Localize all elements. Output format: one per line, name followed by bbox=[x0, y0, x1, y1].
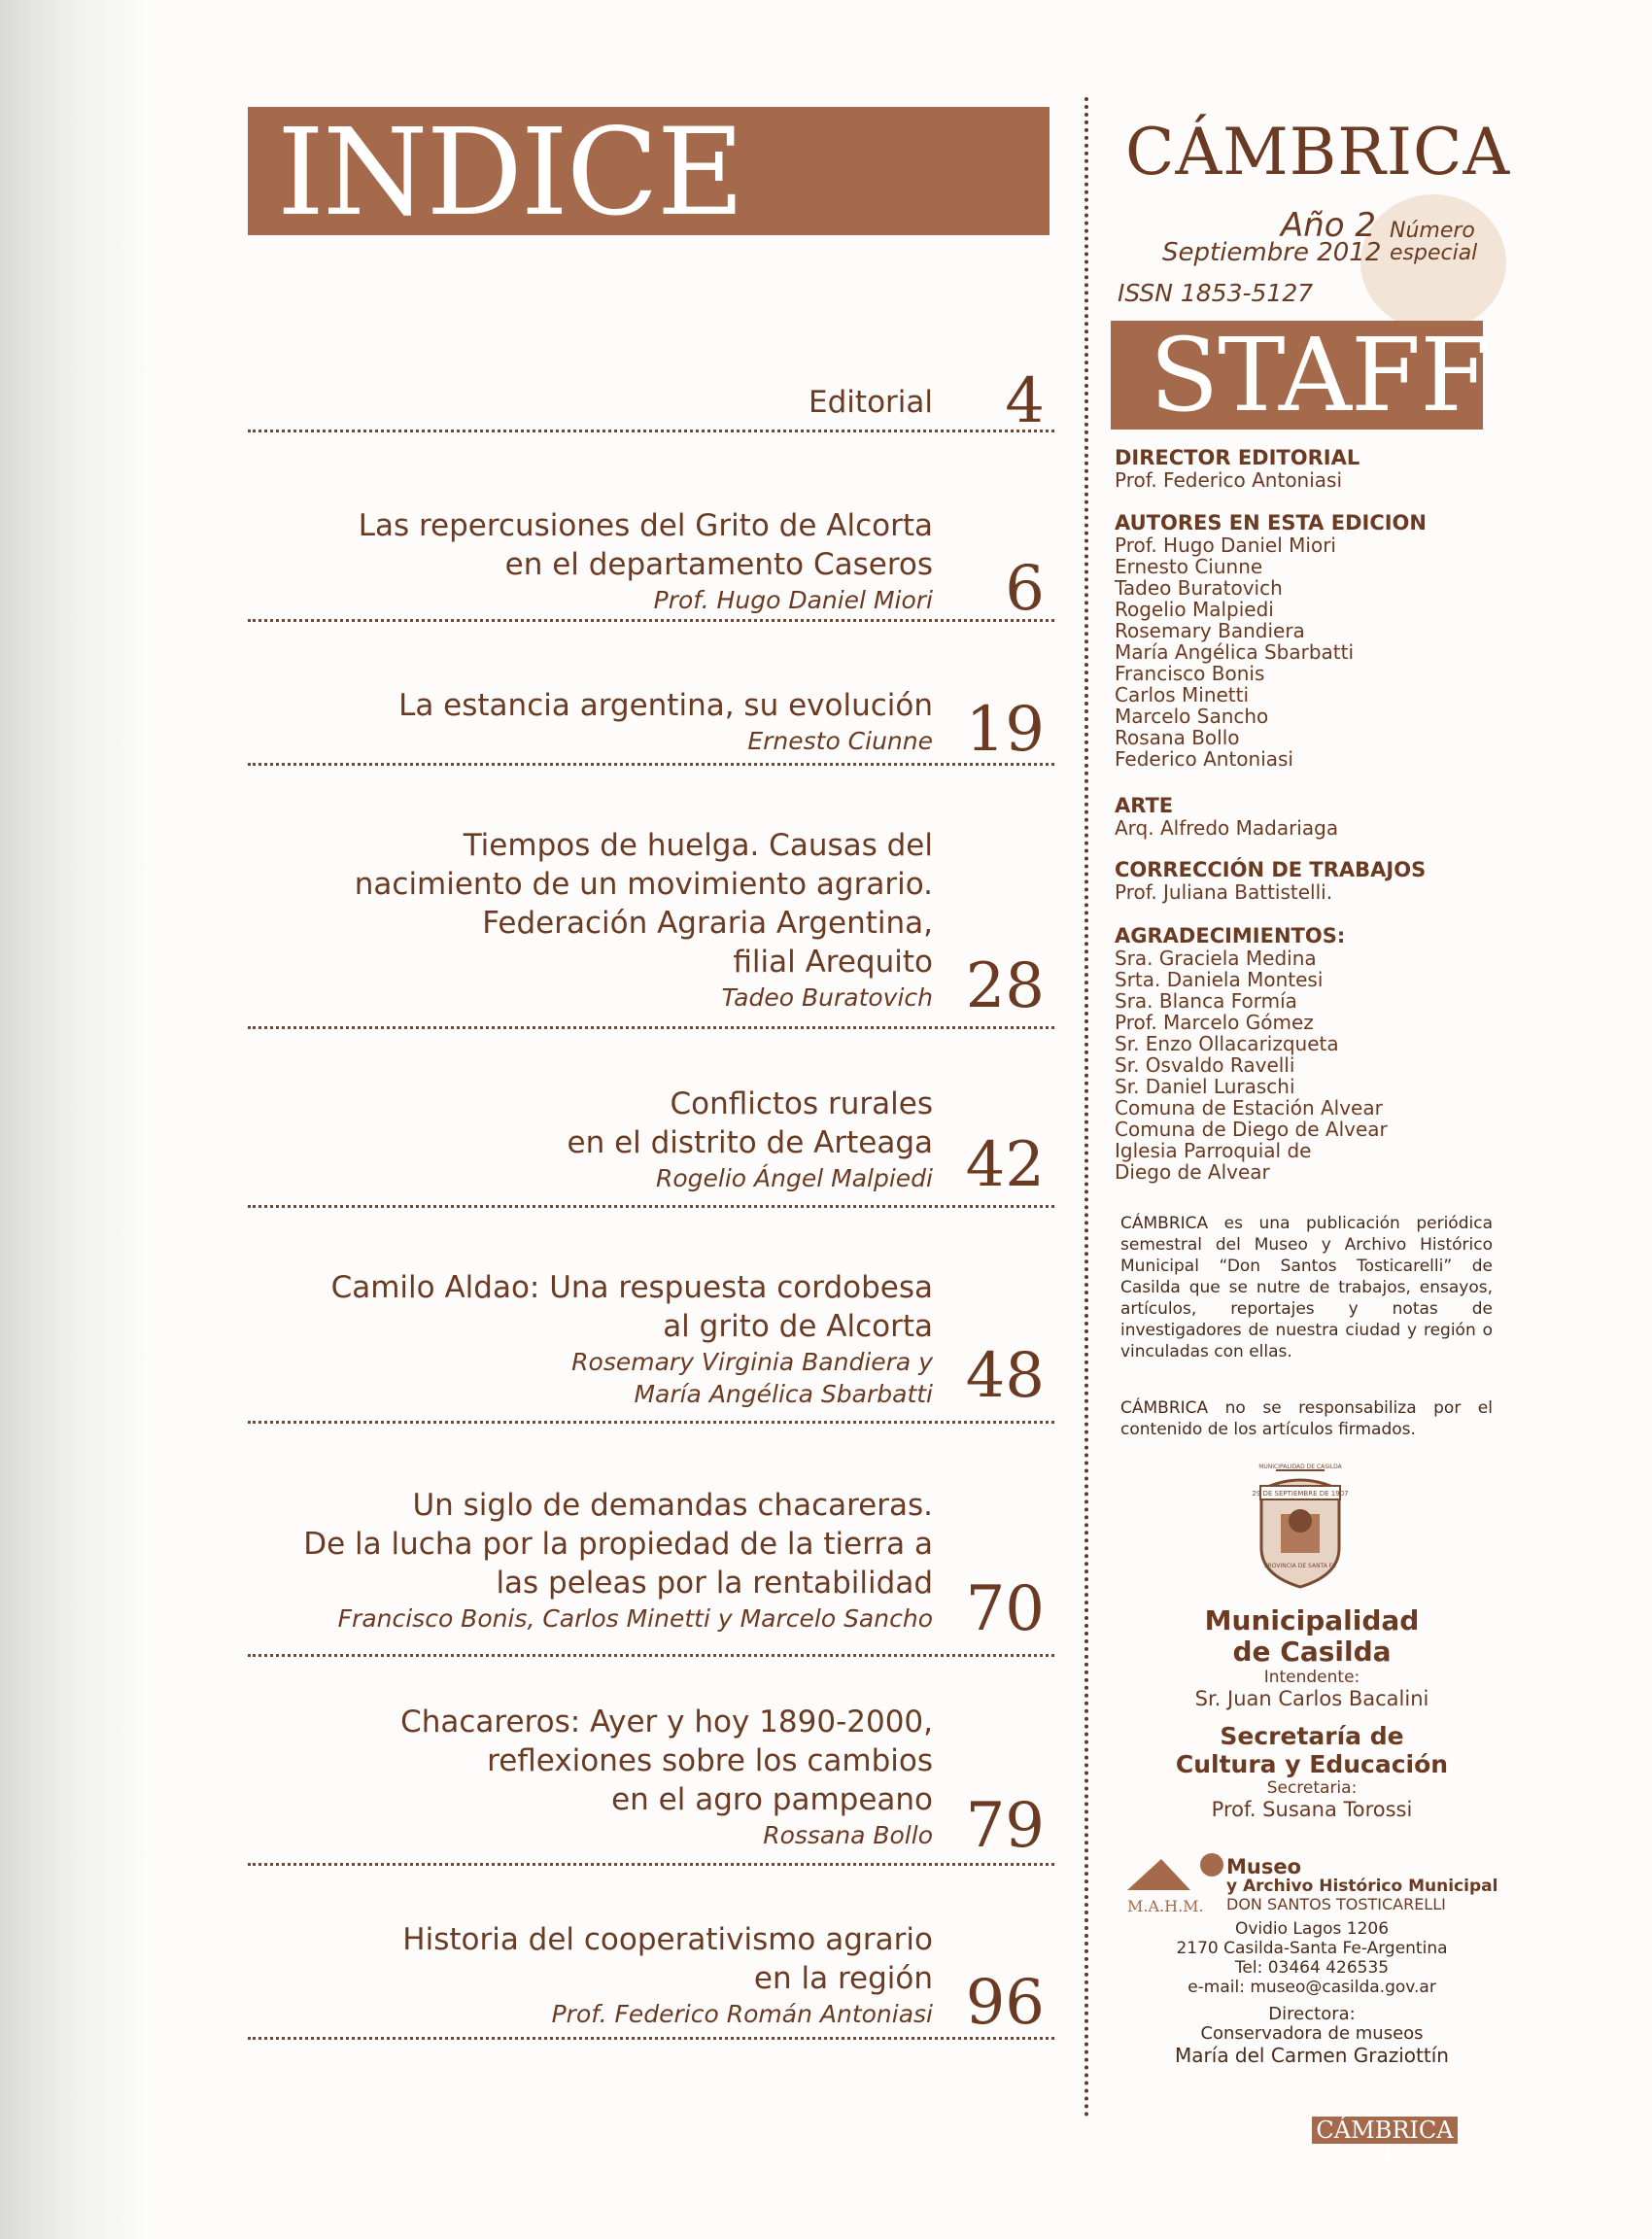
museum-line: y Archivo Histórico Municipal bbox=[1226, 1877, 1498, 1896]
entry-title: La estancia argentina, su evolución bbox=[398, 688, 933, 723]
staff-name: Prof. Juliana Battistelli. bbox=[1115, 880, 1333, 904]
staff-section-heading: ARTE bbox=[1115, 794, 1174, 817]
staff-name: Comuna de Estación Alvear bbox=[1115, 1096, 1383, 1120]
entry-title: Chacareros: Ayer y hoy 1890-2000, bbox=[400, 1705, 933, 1740]
dotted-rule bbox=[248, 763, 1054, 766]
entry-title: filial Arequito bbox=[733, 945, 933, 980]
staff-name: Sra. Blanca Formía bbox=[1115, 989, 1297, 1013]
staff-name: María Angélica Sbarbatti bbox=[1115, 640, 1355, 664]
magazine-year: Año 2 bbox=[1281, 206, 1377, 245]
entry-title: Editorial bbox=[809, 385, 933, 420]
staff-name: Tadeo Buratovich bbox=[1115, 576, 1283, 600]
entry-author: Tadeo Buratovich bbox=[721, 983, 933, 1012]
staff-section-heading: CORRECCIÓN DE TRABAJOS bbox=[1115, 858, 1427, 881]
entry-title: reflexiones sobre los cambios bbox=[487, 1743, 933, 1778]
index-heading: INDICE bbox=[277, 103, 743, 243]
staff-name: Rosana Bollo bbox=[1115, 726, 1240, 749]
special-issue-label bbox=[1390, 220, 1477, 264]
page-footer-tag: CÁMBRICA 3 bbox=[1312, 2117, 1458, 2144]
dotted-rule bbox=[248, 1205, 1054, 1208]
about-paragraph: CÁMBRICA es una publicación periódica semestral del Museo y Archivo Histórico Municipal “Don Santos Tosticarelli” de Casilda que se nutre de trabajos, ensayos, artículos, reportajes y notas de investigadores de nuestra ciudad y región o vinculadas con ellas. bbox=[1120, 1214, 1493, 1361]
secretaria-label: Secretaria: bbox=[1266, 1778, 1358, 1798]
entry-author: María Angélica Sbarbatti bbox=[634, 1380, 933, 1408]
director-label: Directora: bbox=[1268, 2004, 1356, 2024]
page-gutter-shadow bbox=[0, 0, 146, 2239]
dotted-rule bbox=[248, 619, 1054, 622]
entry-author: Rossana Bollo bbox=[763, 1821, 933, 1849]
disclaimer-paragraph: CÁMBRICA no se responsabiliza por el contenido de los artículos firmados. bbox=[1120, 1398, 1493, 1439]
entry-title: las peleas por la rentabilidad bbox=[496, 1566, 933, 1601]
municipal-seal-icon bbox=[1247, 1461, 1354, 1592]
entry-title: Federación Agraria Argentina, bbox=[482, 906, 933, 941]
staff-section bbox=[1115, 859, 1503, 903]
staff-name: Marcelo Sancho bbox=[1115, 705, 1269, 728]
staff-section bbox=[1115, 512, 1503, 770]
magazine-issn: ISSN 1853-5127 bbox=[1118, 279, 1314, 307]
secretaria-name: Secretaría de bbox=[1220, 1722, 1404, 1750]
seal-top-text: MUNICIPALIDAD DE CASILDA bbox=[1258, 1464, 1342, 1470]
entry-title: Camilo Aldao: Una respuesta cordobesa bbox=[330, 1270, 933, 1305]
dotted-rule bbox=[248, 1421, 1054, 1424]
dotted-rule bbox=[248, 1863, 1054, 1866]
entry-title: en el departamento Caseros bbox=[504, 547, 933, 582]
entry-title: Las repercusiones del Grito de Alcorta bbox=[358, 508, 933, 543]
entry-title: Tiempos de huelga. Causas del bbox=[463, 828, 933, 863]
entry-page: 19 bbox=[965, 694, 1045, 766]
staff-heading: STAFF bbox=[1150, 316, 1490, 434]
staff-name: Prof. Marcelo Gómez bbox=[1115, 1011, 1314, 1034]
museum-name bbox=[1226, 1856, 1497, 1913]
staff-name: Sr. Enzo Ollacarizqueta bbox=[1115, 1032, 1339, 1055]
entry-title: al grito de Alcorta bbox=[663, 1309, 933, 1344]
address-line: 2170 Casilda-Santa Fe-Argentina bbox=[1176, 1939, 1448, 1958]
entry-title: en la región bbox=[753, 1961, 933, 1996]
staff-name: Iglesia Parroquial de bbox=[1115, 1139, 1312, 1162]
column-separator bbox=[1084, 97, 1088, 2118]
index-entry bbox=[248, 365, 1054, 437]
index-entry bbox=[248, 1703, 1054, 1862]
staff-section bbox=[1115, 447, 1503, 491]
secretaria-name: Cultura y Educación bbox=[1175, 1750, 1449, 1778]
staff-section-heading: AGRADECIMIENTOS: bbox=[1115, 924, 1346, 947]
museum-line: DON SANTOS TOSTICARELLI bbox=[1226, 1895, 1446, 1913]
entry-title: Un siglo de demandas chacareras. bbox=[412, 1488, 933, 1523]
intendente-name: Sr. Juan Carlos Bacalini bbox=[1194, 1687, 1429, 1710]
director-name: María del Carmen Graziottín bbox=[1175, 2044, 1449, 2067]
staff-name: Arq. Alfredo Madariaga bbox=[1115, 816, 1339, 840]
index-heading-bar bbox=[248, 103, 1050, 243]
dotted-rule bbox=[248, 2037, 1054, 2040]
dotted-rule bbox=[248, 1654, 1054, 1657]
staff-name: Sra. Graciela Medina bbox=[1115, 947, 1317, 970]
staff-section bbox=[1115, 795, 1503, 839]
entry-author: Rogelio Ángel Malpiedi bbox=[656, 1164, 933, 1192]
index-entry bbox=[248, 1085, 1054, 1201]
staff-name: Ernesto Ciunne bbox=[1115, 555, 1263, 578]
entry-author: Rosemary Virginia Bandiera y bbox=[571, 1348, 933, 1376]
entry-title: De la lucha por la propiedad de la tierra a bbox=[303, 1527, 933, 1562]
index-entry bbox=[248, 686, 1054, 764]
entry-title: Historia del cooperativismo agrario bbox=[402, 1922, 933, 1957]
address-line: Tel: 03464 426535 bbox=[1234, 1958, 1390, 1978]
staff-name: Carlos Minetti bbox=[1115, 683, 1250, 706]
municipality-name: de Casilda bbox=[1232, 1636, 1392, 1668]
staff-section-heading: DIRECTOR EDITORIAL bbox=[1115, 446, 1360, 469]
intendente-label: Intendente: bbox=[1263, 1668, 1360, 1687]
entry-page: 4 bbox=[1005, 365, 1045, 437]
secretaria-person: Prof. Susana Torossi bbox=[1211, 1798, 1413, 1821]
index-entry bbox=[248, 1486, 1054, 1645]
staff-name: Comuna de Diego de Alvear bbox=[1115, 1118, 1388, 1141]
entry-page: 48 bbox=[965, 1340, 1045, 1412]
staff-name: Sr. Daniel Luraschi bbox=[1115, 1075, 1295, 1098]
index-entry bbox=[248, 506, 1054, 625]
staff-name: Rogelio Malpiedi bbox=[1115, 598, 1274, 621]
entry-title: Conflictos rurales bbox=[670, 1086, 933, 1121]
staff-name: Francisco Bonis bbox=[1115, 662, 1265, 685]
municipality-block bbox=[1132, 1605, 1492, 1821]
entry-title: en el agro pampeano bbox=[611, 1782, 933, 1817]
entry-author: Prof. Federico Román Antoniasi bbox=[551, 2000, 933, 2028]
staff-section bbox=[1115, 925, 1503, 1183]
special-issue-line: especial bbox=[1390, 241, 1478, 265]
staff-name: Federico Antoniasi bbox=[1115, 747, 1293, 771]
entry-author: Francisco Bonis, Carlos Minetti y Marcelo Sancho bbox=[337, 1604, 933, 1633]
staff-name: Rosemary Bandiera bbox=[1115, 619, 1305, 642]
entry-page: 6 bbox=[1005, 553, 1045, 625]
index-entry bbox=[248, 1268, 1054, 1414]
entry-page: 79 bbox=[965, 1790, 1045, 1862]
staff-section-heading: AUTORES EN ESTA EDICION bbox=[1115, 511, 1427, 534]
entry-page: 28 bbox=[965, 950, 1045, 1022]
entry-title: en el distrito de Arteaga bbox=[567, 1125, 933, 1160]
director-role: Conservadora de museos bbox=[1200, 2023, 1424, 2044]
magazine-title: CÁMBRICA bbox=[1125, 115, 1511, 189]
museum-line: Museo bbox=[1226, 1855, 1302, 1878]
seal-banner-text: 29 DE SEPTIEMBRE DE 1907 bbox=[1252, 1490, 1349, 1498]
staff-name: Sr. Osvaldo Ravelli bbox=[1115, 1053, 1295, 1077]
address-line: Ovidio Lagos 1206 bbox=[1234, 1919, 1390, 1939]
dotted-rule bbox=[248, 430, 1054, 432]
staff-name: Srta. Daniela Montesi bbox=[1115, 968, 1324, 991]
entry-author: Ernesto Ciunne bbox=[747, 727, 933, 755]
staff-name: Diego de Alvear bbox=[1115, 1160, 1270, 1184]
staff-name: Prof. Federico Antoniasi bbox=[1115, 468, 1343, 492]
seal-bottom-text: PROVINCIA DE SANTA FE bbox=[1263, 1563, 1337, 1569]
entry-author: Prof. Hugo Daniel Miori bbox=[653, 586, 933, 614]
entry-page: 70 bbox=[965, 1573, 1045, 1645]
museum-address bbox=[1132, 1919, 1492, 2067]
special-issue-line: Número bbox=[1390, 219, 1475, 243]
index-entry bbox=[248, 1920, 1054, 2037]
museum-logo-icon bbox=[1122, 1851, 1229, 1919]
index-entry bbox=[248, 826, 1054, 1020]
staff-heading-bar bbox=[1111, 316, 1490, 434]
entry-page: 96 bbox=[965, 1967, 1045, 2039]
museum-logo-letters: M.A.H.M. bbox=[1127, 1897, 1204, 1915]
dotted-rule bbox=[248, 1026, 1054, 1029]
entry-page: 42 bbox=[965, 1129, 1045, 1201]
entry-title: nacimiento de un movimiento agrario. bbox=[354, 867, 933, 902]
magazine-date: Septiembre 2012 bbox=[1162, 238, 1382, 267]
municipality-name: Municipalidad bbox=[1204, 1604, 1420, 1636]
staff-name: Prof. Hugo Daniel Miori bbox=[1115, 534, 1336, 557]
address-line: e-mail: museo@casilda.gov.ar bbox=[1187, 1978, 1436, 1997]
